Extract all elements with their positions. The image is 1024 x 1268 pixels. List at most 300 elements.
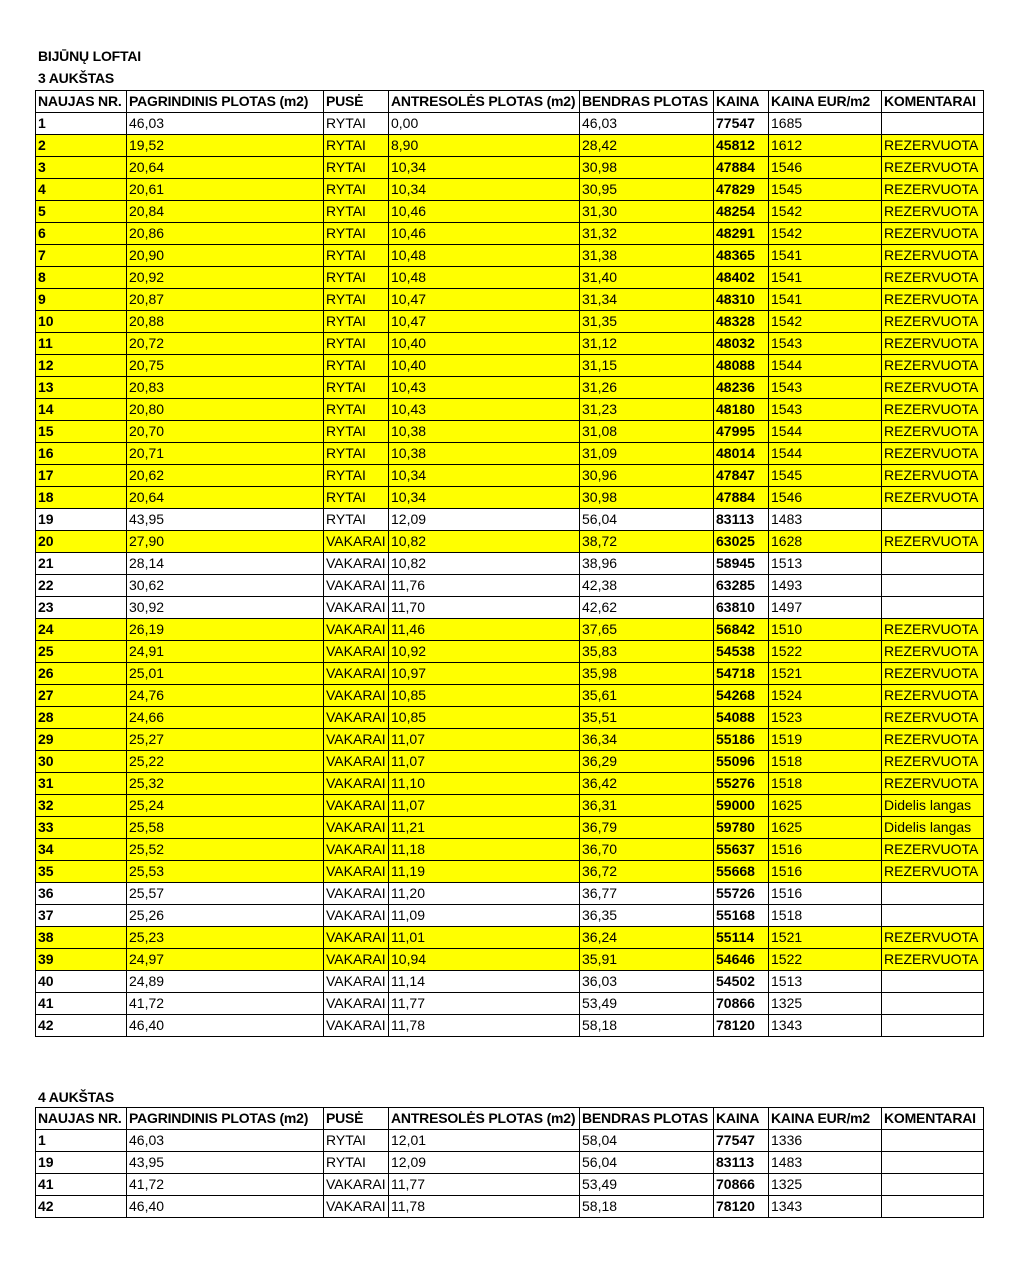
mezzanine-area-cell: 10,94 (389, 949, 580, 971)
mezzanine-area-cell: 10,85 (389, 685, 580, 707)
comment-cell: REZERVUOTA (882, 355, 984, 377)
main-area-cell: 25,32 (127, 773, 324, 795)
side-cell: VAKARAI (324, 993, 389, 1015)
mezzanine-area-cell: 10,34 (389, 487, 580, 509)
unit-number-cell: 4 (36, 179, 127, 201)
price-cell: 59780 (714, 817, 769, 839)
price-per-m2-cell: 1543 (769, 399, 882, 421)
price-per-m2-cell: 1483 (769, 1152, 882, 1174)
mezzanine-area-cell: 11,18 (389, 839, 580, 861)
comment-cell (882, 883, 984, 905)
table-row (36, 597, 984, 619)
table-row (36, 707, 984, 729)
total-area-cell: 30,98 (580, 487, 714, 509)
main-area-cell: 27,90 (127, 531, 324, 553)
price-per-m2-cell: 1522 (769, 641, 882, 663)
side-cell: VAKARAI (324, 1174, 389, 1196)
main-area-cell: 20,84 (127, 201, 324, 223)
mezzanine-area-cell: 10,40 (389, 333, 580, 355)
price-cell: 48236 (714, 377, 769, 399)
column-header: PUSĖ (324, 91, 389, 113)
unit-number-cell: 11 (36, 333, 127, 355)
mezzanine-area-cell: 10,85 (389, 707, 580, 729)
price-per-m2-cell: 1541 (769, 245, 882, 267)
main-area-cell: 20,80 (127, 399, 324, 421)
table-row (36, 795, 984, 817)
side-cell: RYTAI (324, 289, 389, 311)
price-per-m2-cell: 1542 (769, 223, 882, 245)
price-per-m2-cell: 1336 (769, 1130, 882, 1152)
total-area-cell: 38,96 (580, 553, 714, 575)
unit-number-cell: 13 (36, 377, 127, 399)
unit-number-cell: 26 (36, 663, 127, 685)
main-area-cell: 30,92 (127, 597, 324, 619)
comment-cell: REZERVUOTA (882, 223, 984, 245)
price-cell: 48291 (714, 223, 769, 245)
price-cell: 58945 (714, 553, 769, 575)
comment-cell: REZERVUOTA (882, 421, 984, 443)
side-cell: VAKARAI (324, 839, 389, 861)
total-area-cell: 36,77 (580, 883, 714, 905)
main-area-cell: 25,22 (127, 751, 324, 773)
main-area-cell: 24,66 (127, 707, 324, 729)
unit-number-cell: 6 (36, 223, 127, 245)
total-area-cell: 36,70 (580, 839, 714, 861)
price-per-m2-cell: 1625 (769, 795, 882, 817)
column-header: KAINA (714, 91, 769, 113)
side-cell: VAKARAI (324, 905, 389, 927)
mezzanine-area-cell: 10,34 (389, 157, 580, 179)
main-area-cell: 24,89 (127, 971, 324, 993)
side-cell: RYTAI (324, 179, 389, 201)
price-per-m2-cell: 1545 (769, 179, 882, 201)
price-cell: 63025 (714, 531, 769, 553)
mezzanine-area-cell: 11,21 (389, 817, 580, 839)
main-area-cell: 46,03 (127, 1130, 324, 1152)
total-area-cell: 36,42 (580, 773, 714, 795)
column-header: KOMENTARAI (882, 91, 984, 113)
table-row (36, 157, 984, 179)
price-cell: 48180 (714, 399, 769, 421)
total-area-cell: 31,34 (580, 289, 714, 311)
comment-cell: REZERVUOTA (882, 135, 984, 157)
price-cell: 47847 (714, 465, 769, 487)
price-per-m2-cell: 1522 (769, 949, 882, 971)
unit-number-cell: 15 (36, 421, 127, 443)
table-row (36, 113, 984, 135)
main-area-cell: 43,95 (127, 1152, 324, 1174)
main-area-cell: 25,52 (127, 839, 324, 861)
table-row (36, 531, 984, 553)
unit-number-cell: 36 (36, 883, 127, 905)
side-cell: RYTAI (324, 443, 389, 465)
table-row (36, 443, 984, 465)
floor-4-table (35, 1107, 984, 1218)
main-area-cell: 25,27 (127, 729, 324, 751)
side-cell: VAKARAI (324, 861, 389, 883)
column-header: KOMENTARAI (882, 1108, 984, 1130)
table-row (36, 993, 984, 1015)
price-cell: 54088 (714, 707, 769, 729)
mezzanine-area-cell: 10,34 (389, 465, 580, 487)
table-row (36, 135, 984, 157)
mezzanine-area-cell: 11,07 (389, 795, 580, 817)
price-cell: 78120 (714, 1196, 769, 1218)
total-area-cell: 31,15 (580, 355, 714, 377)
total-area-cell: 35,83 (580, 641, 714, 663)
price-cell: 48402 (714, 267, 769, 289)
mezzanine-area-cell: 11,19 (389, 861, 580, 883)
main-area-cell: 24,91 (127, 641, 324, 663)
mezzanine-area-cell: 11,46 (389, 619, 580, 641)
main-area-cell: 28,14 (127, 553, 324, 575)
price-cell: 55114 (714, 927, 769, 949)
price-per-m2-cell: 1521 (769, 663, 882, 685)
table-row (36, 311, 984, 333)
price-cell: 47884 (714, 487, 769, 509)
floor-4-title: 4 AUKŠTAS (38, 1089, 114, 1105)
total-area-cell: 56,04 (580, 509, 714, 531)
unit-number-cell: 20 (36, 531, 127, 553)
price-per-m2-cell: 1516 (769, 839, 882, 861)
unit-number-cell: 38 (36, 927, 127, 949)
comment-cell: REZERVUOTA (882, 663, 984, 685)
column-header: NAUJAS NR. (36, 1108, 127, 1130)
unit-number-cell: 39 (36, 949, 127, 971)
price-cell: 47995 (714, 421, 769, 443)
main-area-cell: 20,86 (127, 223, 324, 245)
side-cell: VAKARAI (324, 685, 389, 707)
side-cell: VAKARAI (324, 883, 389, 905)
side-cell: RYTAI (324, 355, 389, 377)
mezzanine-area-cell: 12,09 (389, 509, 580, 531)
comment-cell (882, 1015, 984, 1037)
main-area-cell: 25,01 (127, 663, 324, 685)
comment-cell: REZERVUOTA (882, 641, 984, 663)
mezzanine-area-cell: 11,10 (389, 773, 580, 795)
total-area-cell: 53,49 (580, 993, 714, 1015)
comment-cell: REZERVUOTA (882, 157, 984, 179)
table-row (36, 267, 984, 289)
price-cell: 48014 (714, 443, 769, 465)
side-cell: VAKARAI (324, 971, 389, 993)
table-row (36, 509, 984, 531)
main-area-cell: 20,88 (127, 311, 324, 333)
main-area-cell: 30,62 (127, 575, 324, 597)
price-cell: 48088 (714, 355, 769, 377)
unit-number-cell: 17 (36, 465, 127, 487)
total-area-cell: 31,40 (580, 267, 714, 289)
total-area-cell: 31,12 (580, 333, 714, 355)
unit-number-cell: 25 (36, 641, 127, 663)
side-cell: VAKARAI (324, 817, 389, 839)
mezzanine-area-cell: 11,70 (389, 597, 580, 619)
unit-number-cell: 7 (36, 245, 127, 267)
table-row (36, 1152, 984, 1174)
mezzanine-area-cell: 10,48 (389, 267, 580, 289)
side-cell: RYTAI (324, 487, 389, 509)
table-row (36, 685, 984, 707)
floor-3-table (35, 90, 984, 1037)
mezzanine-area-cell: 11,07 (389, 729, 580, 751)
main-area-cell: 46,40 (127, 1015, 324, 1037)
total-area-cell: 36,31 (580, 795, 714, 817)
comment-cell: REZERVUOTA (882, 487, 984, 509)
table-row (36, 817, 984, 839)
side-cell: VAKARAI (324, 751, 389, 773)
main-area-cell: 26,19 (127, 619, 324, 641)
side-cell: RYTAI (324, 1130, 389, 1152)
side-cell: RYTAI (324, 465, 389, 487)
price-cell: 70866 (714, 993, 769, 1015)
comment-cell: REZERVUOTA (882, 773, 984, 795)
comment-cell (882, 509, 984, 531)
side-cell: RYTAI (324, 135, 389, 157)
price-cell: 54646 (714, 949, 769, 971)
total-area-cell: 37,65 (580, 619, 714, 641)
column-header: PAGRINDINIS PLOTAS (m2) (127, 91, 324, 113)
column-header: NAUJAS NR. (36, 91, 127, 113)
price-per-m2-cell: 1542 (769, 201, 882, 223)
total-area-cell: 42,38 (580, 575, 714, 597)
unit-number-cell: 24 (36, 619, 127, 641)
price-per-m2-cell: 1343 (769, 1015, 882, 1037)
main-area-cell: 20,75 (127, 355, 324, 377)
side-cell: RYTAI (324, 333, 389, 355)
table-row (36, 883, 984, 905)
table-row (36, 465, 984, 487)
price-per-m2-cell: 1519 (769, 729, 882, 751)
comment-cell (882, 575, 984, 597)
mezzanine-area-cell: 8,90 (389, 135, 580, 157)
price-per-m2-cell: 1513 (769, 553, 882, 575)
mezzanine-area-cell: 10,38 (389, 421, 580, 443)
price-cell: 56842 (714, 619, 769, 641)
table-row (36, 641, 984, 663)
main-area-cell: 20,90 (127, 245, 324, 267)
floor-3-title: 3 AUKŠTAS (38, 70, 114, 86)
comment-cell: Didelis langas (882, 817, 984, 839)
unit-number-cell: 5 (36, 201, 127, 223)
comment-cell: REZERVUOTA (882, 465, 984, 487)
price-cell: 55668 (714, 861, 769, 883)
mezzanine-area-cell: 11,76 (389, 575, 580, 597)
price-per-m2-cell: 1541 (769, 289, 882, 311)
main-area-cell: 24,76 (127, 685, 324, 707)
mezzanine-area-cell: 10,82 (389, 531, 580, 553)
comment-cell (882, 113, 984, 135)
price-per-m2-cell: 1497 (769, 597, 882, 619)
table-row (36, 487, 984, 509)
main-area-cell: 20,61 (127, 179, 324, 201)
side-cell: VAKARAI (324, 553, 389, 575)
table-row (36, 421, 984, 443)
mezzanine-area-cell: 10,82 (389, 553, 580, 575)
mezzanine-area-cell: 10,46 (389, 201, 580, 223)
price-per-m2-cell: 1518 (769, 751, 882, 773)
unit-number-cell: 32 (36, 795, 127, 817)
table-row (36, 905, 984, 927)
total-area-cell: 31,09 (580, 443, 714, 465)
total-area-cell: 58,04 (580, 1130, 714, 1152)
table-row (36, 377, 984, 399)
main-area-cell: 25,58 (127, 817, 324, 839)
comment-cell (882, 1196, 984, 1218)
side-cell: RYTAI (324, 399, 389, 421)
side-cell: RYTAI (324, 1152, 389, 1174)
mezzanine-area-cell: 11,14 (389, 971, 580, 993)
main-area-cell: 25,23 (127, 927, 324, 949)
unit-number-cell: 41 (36, 993, 127, 1015)
total-area-cell: 35,61 (580, 685, 714, 707)
side-cell: VAKARAI (324, 1196, 389, 1218)
total-area-cell: 46,03 (580, 113, 714, 135)
unit-number-cell: 9 (36, 289, 127, 311)
mezzanine-area-cell: 11,78 (389, 1015, 580, 1037)
comment-cell: REZERVUOTA (882, 179, 984, 201)
price-per-m2-cell: 1543 (769, 377, 882, 399)
main-area-cell: 43,95 (127, 509, 324, 531)
mezzanine-area-cell: 11,77 (389, 993, 580, 1015)
comment-cell: REZERVUOTA (882, 861, 984, 883)
price-per-m2-cell: 1523 (769, 707, 882, 729)
price-per-m2-cell: 1518 (769, 773, 882, 795)
main-area-cell: 24,97 (127, 949, 324, 971)
price-per-m2-cell: 1545 (769, 465, 882, 487)
unit-number-cell: 28 (36, 707, 127, 729)
price-per-m2-cell: 1612 (769, 135, 882, 157)
price-cell: 55096 (714, 751, 769, 773)
price-per-m2-cell: 1510 (769, 619, 882, 641)
price-per-m2-cell: 1685 (769, 113, 882, 135)
table-row (36, 949, 984, 971)
side-cell: RYTAI (324, 311, 389, 333)
table-row (36, 245, 984, 267)
main-area-cell: 25,57 (127, 883, 324, 905)
unit-number-cell: 33 (36, 817, 127, 839)
comment-cell: REZERVUOTA (882, 267, 984, 289)
unit-number-cell: 8 (36, 267, 127, 289)
main-area-cell: 20,64 (127, 157, 324, 179)
unit-number-cell: 30 (36, 751, 127, 773)
price-cell: 70866 (714, 1174, 769, 1196)
price-cell: 55168 (714, 905, 769, 927)
table-row (36, 333, 984, 355)
price-per-m2-cell: 1546 (769, 157, 882, 179)
price-cell: 54718 (714, 663, 769, 685)
price-cell: 83113 (714, 1152, 769, 1174)
price-cell: 47884 (714, 157, 769, 179)
column-header: KAINA (714, 1108, 769, 1130)
side-cell: RYTAI (324, 377, 389, 399)
table-row (36, 861, 984, 883)
price-per-m2-cell: 1521 (769, 927, 882, 949)
unit-number-cell: 41 (36, 1174, 127, 1196)
side-cell: RYTAI (324, 267, 389, 289)
price-per-m2-cell: 1483 (769, 509, 882, 531)
comment-cell: REZERVUOTA (882, 311, 984, 333)
side-cell: VAKARAI (324, 1015, 389, 1037)
price-per-m2-cell: 1343 (769, 1196, 882, 1218)
total-area-cell: 31,38 (580, 245, 714, 267)
table-row (36, 619, 984, 641)
price-per-m2-cell: 1516 (769, 861, 882, 883)
price-cell: 55726 (714, 883, 769, 905)
unit-number-cell: 35 (36, 861, 127, 883)
total-area-cell: 36,79 (580, 817, 714, 839)
total-area-cell: 31,30 (580, 201, 714, 223)
column-header: BENDRAS PLOTAS (580, 1108, 714, 1130)
price-cell: 45812 (714, 135, 769, 157)
side-cell: VAKARAI (324, 707, 389, 729)
table-row (36, 1196, 984, 1218)
total-area-cell: 31,26 (580, 377, 714, 399)
price-cell: 54538 (714, 641, 769, 663)
table-row (36, 223, 984, 245)
total-area-cell: 31,35 (580, 311, 714, 333)
price-cell: 55276 (714, 773, 769, 795)
total-area-cell: 35,98 (580, 663, 714, 685)
total-area-cell: 36,35 (580, 905, 714, 927)
unit-number-cell: 19 (36, 509, 127, 531)
comment-cell (882, 1152, 984, 1174)
column-header: PUSĖ (324, 1108, 389, 1130)
table-header-row (36, 1108, 984, 1130)
comment-cell: REZERVUOTA (882, 949, 984, 971)
price-per-m2-cell: 1524 (769, 685, 882, 707)
unit-number-cell: 42 (36, 1196, 127, 1218)
total-area-cell: 58,18 (580, 1196, 714, 1218)
side-cell: VAKARAI (324, 773, 389, 795)
mezzanine-area-cell: 11,01 (389, 927, 580, 949)
table-row (36, 399, 984, 421)
column-header: ANTRESOLĖS PLOTAS (m2) (389, 1108, 580, 1130)
main-area-cell: 46,03 (127, 113, 324, 135)
price-cell: 63285 (714, 575, 769, 597)
total-area-cell: 35,51 (580, 707, 714, 729)
price-per-m2-cell: 1541 (769, 267, 882, 289)
mezzanine-area-cell: 11,20 (389, 883, 580, 905)
total-area-cell: 58,18 (580, 1015, 714, 1037)
price-per-m2-cell: 1325 (769, 993, 882, 1015)
unit-number-cell: 1 (36, 1130, 127, 1152)
unit-number-cell: 18 (36, 487, 127, 509)
price-per-m2-cell: 1513 (769, 971, 882, 993)
comment-cell (882, 993, 984, 1015)
mezzanine-area-cell: 12,09 (389, 1152, 580, 1174)
total-area-cell: 36,72 (580, 861, 714, 883)
main-area-cell: 20,71 (127, 443, 324, 465)
table-row (36, 751, 984, 773)
price-cell: 78120 (714, 1015, 769, 1037)
side-cell: VAKARAI (324, 795, 389, 817)
side-cell: VAKARAI (324, 729, 389, 751)
unit-number-cell: 21 (36, 553, 127, 575)
price-per-m2-cell: 1628 (769, 531, 882, 553)
side-cell: RYTAI (324, 245, 389, 267)
mezzanine-area-cell: 10,92 (389, 641, 580, 663)
comment-cell: REZERVUOTA (882, 333, 984, 355)
comment-cell (882, 1130, 984, 1152)
main-area-cell: 25,24 (127, 795, 324, 817)
side-cell: RYTAI (324, 157, 389, 179)
mezzanine-area-cell: 12,01 (389, 1130, 580, 1152)
comment-cell: REZERVUOTA (882, 729, 984, 751)
total-area-cell: 31,23 (580, 399, 714, 421)
price-per-m2-cell: 1516 (769, 883, 882, 905)
unit-number-cell: 19 (36, 1152, 127, 1174)
comment-cell: REZERVUOTA (882, 685, 984, 707)
